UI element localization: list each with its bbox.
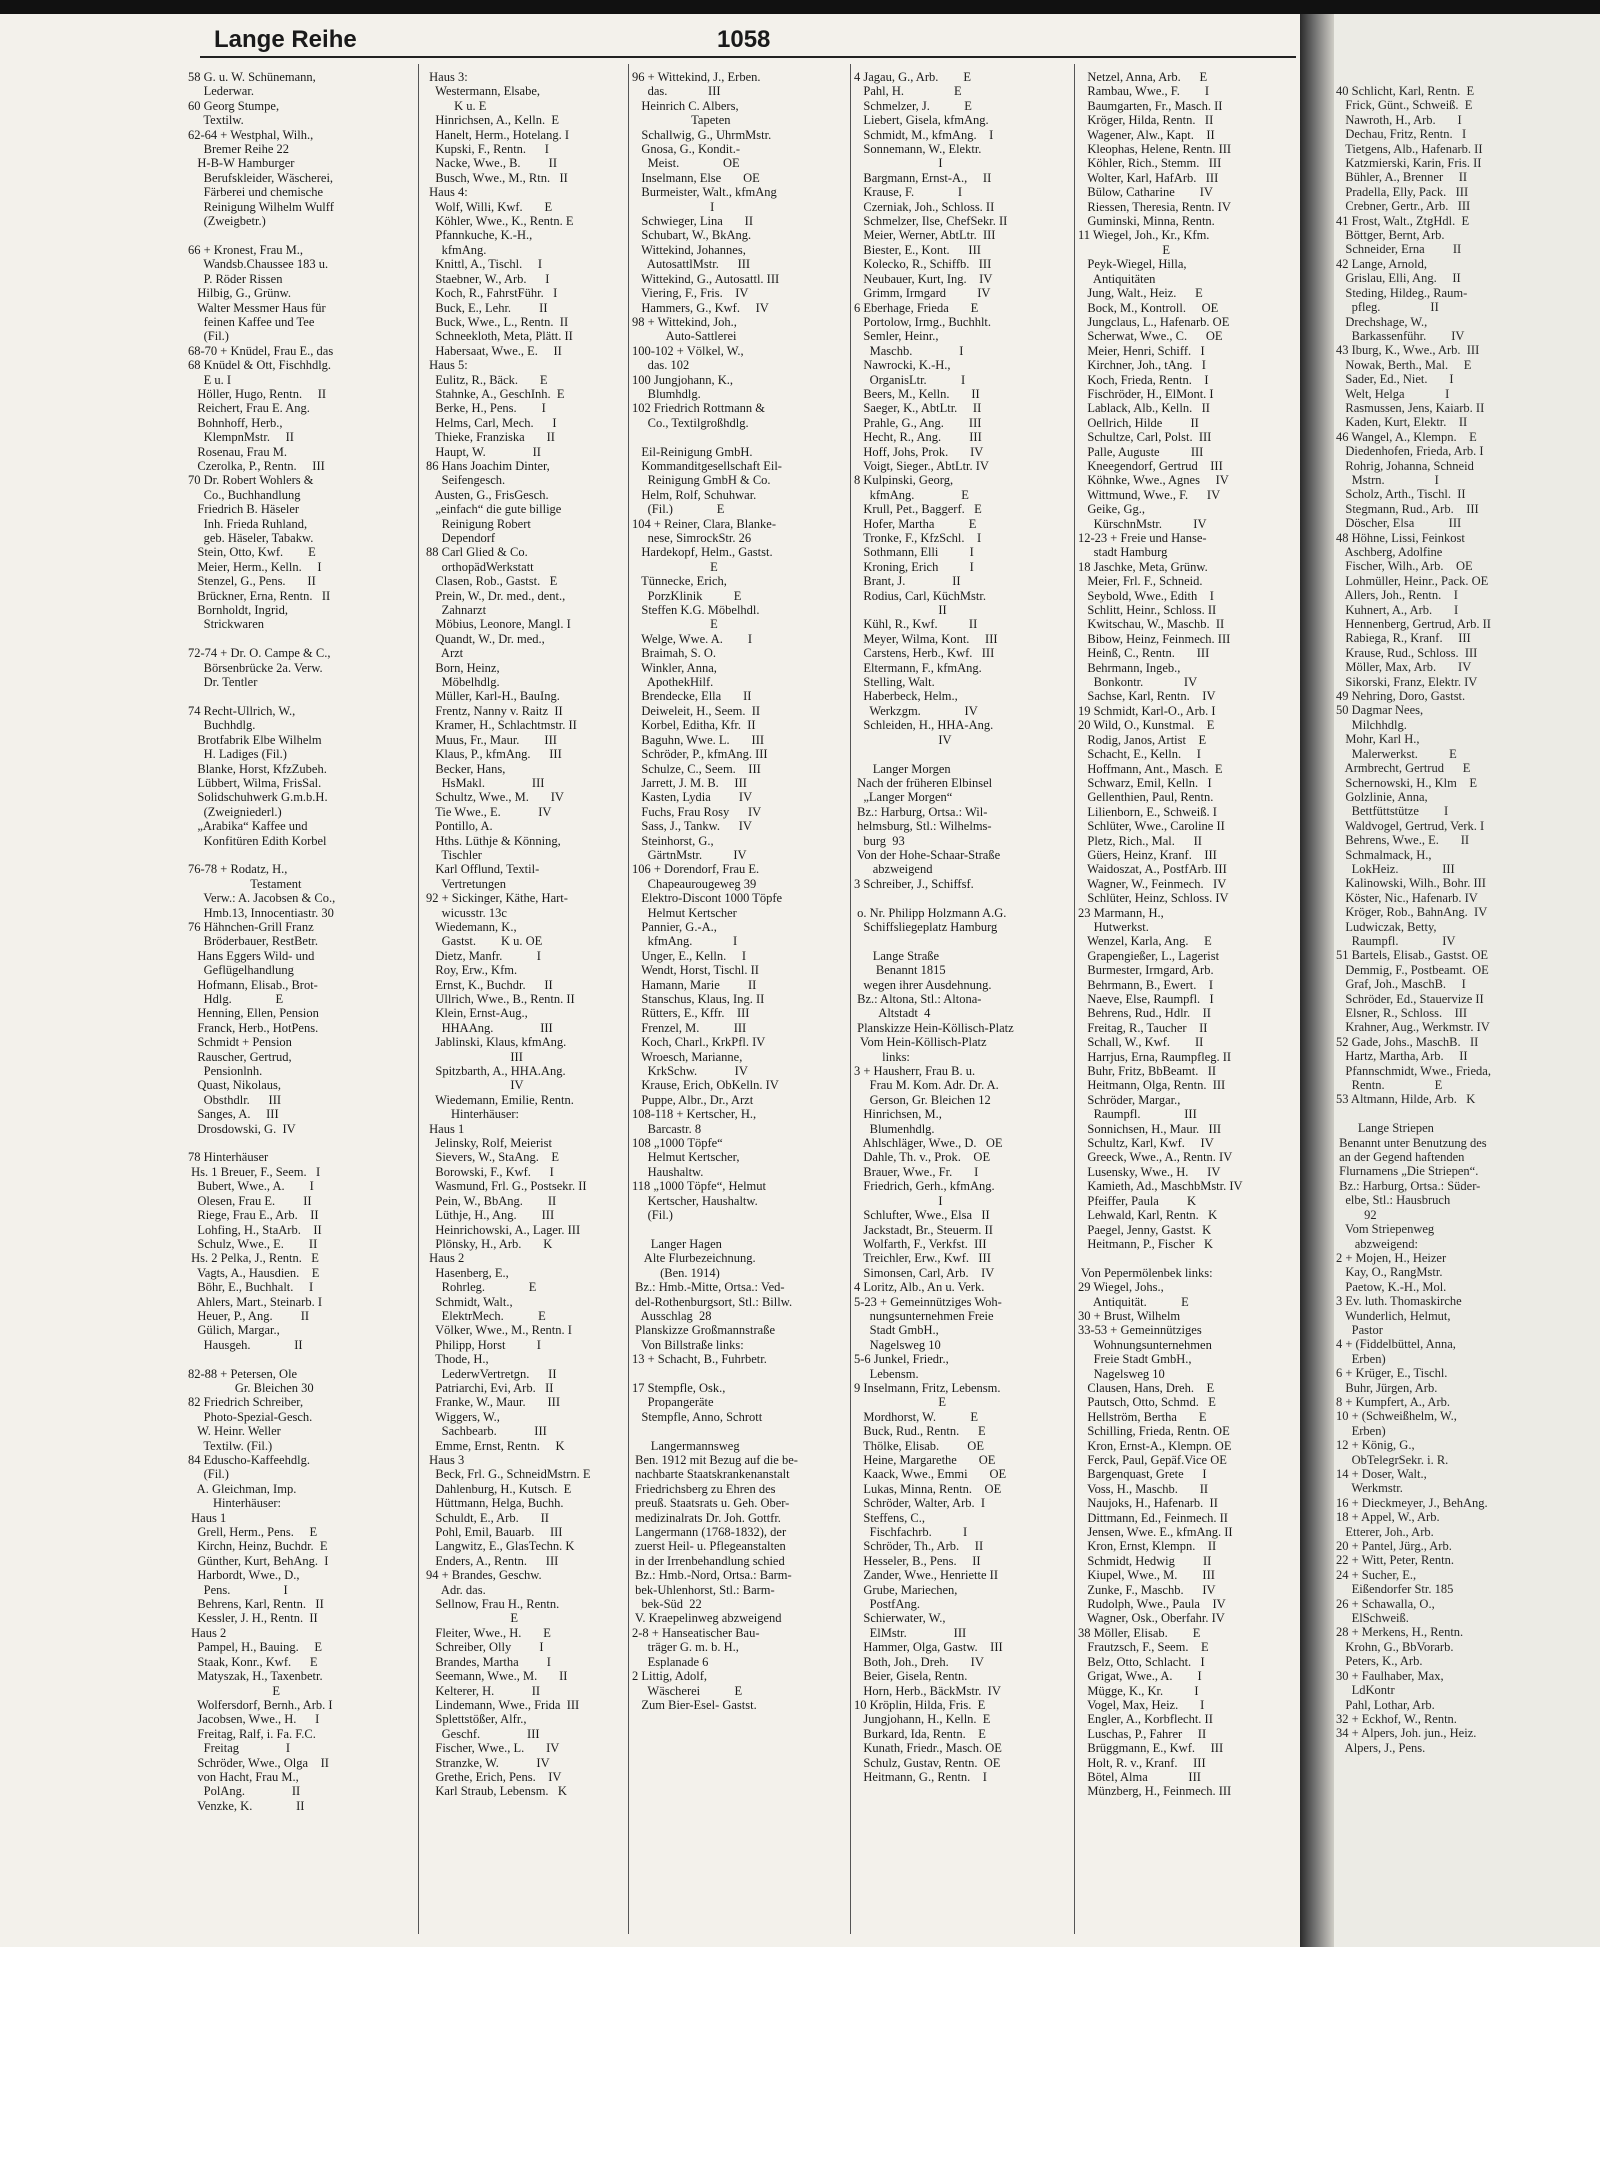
column-divider (418, 64, 419, 1934)
directory-column-4: 4 Jagau, G., Arb. E Pahl, H. E Schmelzer, J. E Liebert, Gisela, kfmAng. Schmidt, M., kfmAng. I Sonnemann, W., Elektr. I Bargmann, Ernst-A., II Krause, F. I Czerniak, Joh., Schloss. II Schmelzer, Ilse, ChefSekr. II Meier, Werner, AbtLtr. III Biester, E., Kont. III Kolecko, R., Schiffb. III Neubauer, Kurt, Ing. IV Grimm, Irmgard IV 6 Eberhage, Frieda E Portolow, Irmg., Buchhlt. Semler, Heinr., Maschb. I Nawrocki, K.-H., OrganisLtr. I Beers, M., Kelln. II Saeger, K., AbtLtr. II Prahle, G., Ang. III Hecht, R., Ang. III Hoff, Johs, Prok. IV Voigt, Sieger., AbtLtr. IV 8 Kulpinski, Georg, kfmAng. E Krull, Pet., Baggerf. E Hofer, Martha E Tronke, F., KfzSchl. I Sothmann, Elli I Kroning, Erich I Brant, J. II Rodius, Carl, KüchMstr. II Kühl, R., Kwf. II Meyer, Wilma, Kont. III Carstens, Herb., Kwf. III Eltermann, F., kfmAng. Stelling, Walt. Haberbeck, Helm., Werkzgm. IV Schleiden, H., HHA-Ang. IV Langer Morgen Nach der früheren Elbinsel „Langer Morgen“ Bz.: Harburg, Ortsa.: Wil- helmsburg, Stl.: Wilhelms- burg 93 Von der Hohe-Schaar-Straße abzweigend 3 Schreiber, J., Schiffsf. o. Nr. Philipp Holzmann A.G. Schiffsliegeplatz Hamburg Lange Straße Benannt 1815 wegen ihrer Ausdehnung. Bz.: Altona, Stl.: Altona- Altstadt 4 Planskizze Hein-Köllisch-Platz Vom Hein-Köllisch-Platz links: 3 + Hausherr, Frau B. u. Frau M. Kom. Adr. Dr. A. Gerson, Gr. Bleichen 12 Hinrichsen, M., Blumenhdlg. Ahlschläger, Wwe., D. OE Dahle, Th. v., Prok. OE Brauer, Wwe., Fr. I Friedrich, Gerh., kfmAng. I Schlufter, Wwe., Elsa II Jackstadt, Br., Steuerm. II Wolfarth, F., Verkfst. III Treichler, Erw., Kwf. III Simonsen, Carl, Arb. IV 4 Loritz, Alb., An u. Verk. 5-23 + Gemeinnütziges Woh- nungsunternehmen Freie Stadt GmbH., Nagelsweg 10 5-6 Junkel, Friedr., Lebensm. 9 Inselmann, Fritz, Lebensm. E Mordhorst, W. E Buck, Rud., Rentn. E Thölke, Elisab. OE Heine, Margarethe OE Kaack, Wwe., Emmi OE Lukas, Minna, Rentn. OE Schröder, Walter, Arb. I Steffens, C., Fischfachrb. I Schröder, Th., Arb. II Hesseler, B., Pens. II Zander, Wwe., Henriette II Grube, Mariechen, PostfAng. Schierwater, W., ElMstr. III Hammer, Olga, Gastw. III Both, Joh., Dreh. IV Beier, Gisela, Rentn. Horn, Herb., BäckMstr. IV 10 Kröplin, Hilda, Fris. E Jungjohann, H., Kelln. E Burkard, Ida, Rentn. E Kunath, Friedr., Masch. OE Schulz, Gustav, Rentn. OE Heitmann, G., Rentn. I (854, 70, 1014, 1784)
page-number: 1058 (717, 26, 771, 53)
header-rule (200, 56, 1296, 58)
scan-border-top (0, 0, 1600, 14)
column-divider (628, 64, 629, 1934)
directory-column-2: Haus 3: Westermann, Elsabe, K u. E Hinrichsen, A., Kelln. E Hanelt, Herm., Hotelang. I Kupski, F., Rentn. I Nacke, Wwe., B. II Busch, Wwe., M., Rtn. II Haus 4: Wolf, Willi, Kwf. E Köhler, Wwe., K., Rentn. E Pfannkuche, K.-H., kfmAng. Knittl, A., Tischl. I Staebner, W., Arb. I Koch, R., FahrstFühr. I Buck, E., Lehr. II Buck, Wwe., L., Rentn. II Schneekloth, Meta, Plätt. II Habersaat, Wwe., E. II Haus 5: Eulitz, R., Bäck. E Stahnke, A., GeschInh. E Berke, H., Pens. I Helms, Carl, Mech. I Thieke, Franziska II Haupt, W. II 86 Hans Joachim Dinter, Seifengesch. Austen, G., FrisGesch. „einfach“ die gute billige Reinigung Robert Dependorf 88 Carl Glied & Co. orthopädWerkstatt Clasen, Rob., Gastst. E Prein, W., Dr. med., dent., Zahnarzt Möbius, Leonore, Mangl. I Quandt, W., Dr. med., Arzt Born, Heinz, Möbelhdlg. Müller, Karl-H., BauIng. Frentz, Nanny v. Raitz II Kramer, H., Schlachtmstr. II Muus, Fr., Maur. III Klaus, P., kfmAng. III Becker, Hans, HsMakl. III Schultz, Wwe., M. IV Tie Wwe., E. IV Pontillo, A. Hths. Lüthje & Könning, Tischler Karl Offlund, Textil- Vertretungen 92 + Sickinger, Käthe, Hart- wicusstr. 13c Wiedemann, K., Gastst. K u. OE Dietz, Manfr. I Roy, Erw., Kfm. Ernst, K., Buchdr. II Ullrich, Wwe., B., Rentn. II Klein, Ernst-Aug., HHAAng. III Jablinski, Klaus, kfmAng. III Spitzbarth, A., HHA.Ang. IV Wiedemann, Emilie, Rentn. Hinterhäuser: Haus 1 Jelinsky, Rolf, Meierist Sievers, W., StaAng. E Borowski, F., Kwf. I Wasmund, Frl. G., Postsekr. II Pein, W., BbAng. II Lüthje, H., Ang. III Heinrichowski, A., Lager. III Plönsky, H., Arb. K Haus 2 Hasenberg, E., Rohrleg. E Schmidt, Walt., ElektrMech. E Völker, Wwe., M., Rentn. I Philipp, Horst I Thode, H., LederwVertretgn. II Patriarchi, Evi, Arb. II Franke, W., Maur. III Wiggers, W., Sachbearb. III Emme, Ernst, Rentn. K Haus 3 Beck, Frl. G., SchneidMstrn. E Dahlenburg, H., Kutsch. E Hüttmann, Helga, Buchh. Schuldt, E., Arb. II Pohl, Emil, Bauarb. III Langwitz, E., GlasTechn. K Enders, A., Rentn. III 94 + Brandes, Geschw. Adr. das. Sellnow, Frau H., Rentn. E Fleiter, Wwe., H. E Schreiber, Olly I Brandes, Martha I Seemann, Wwe., M. II Kelterer, H. II Lindemann, Wwe., Frida III Splettstößer, Alfr., Geschf. III Fischer, Wwe., L. IV Stranzke, W. IV Grethe, Erich, Pens. IV Karl Straub, Lebensm. K (426, 70, 591, 1799)
directory-column-3: 96 + Wittekind, J., Erben. das. III Heinrich C. Albers, Tapeten Schallwig, G., UhrmMstr. Gnosa, G., Kondit.- Meist. OE Inselmann, Else OE Burmeister, Walt., kfmAng I Schwieger, Lina II Schubart, W., BkAng. Wittekind, Johannes, AutosattlMstr. III Wittekind, G., Autosattl. III Viering, F., Fris. IV Hammers, G., Kwf. IV 98 + Wittekind, Joh., Auto-Sattlerei 100-102 + Völkel, W., das. 102 100 Jungjohann, K., Blumhdlg. 102 Friedrich Rottmann & Co., Textilgroßhdlg. Eil-Reinigung GmbH. Kommanditgesellschaft Eil- Reinigung GmbH & Co. Helm, Rolf, Schuhwar. (Fil.) E 104 + Reiner, Clara, Blanke- nese, SimrockStr. 26 Hardekopf, Helm., Gastst. E Tünnecke, Erich, PorzKlinik E Steffen K.G. Möbelhdl. E Welge, Wwe. A. I Braimah, S. O. Winkler, Anna, ApothekHilf. Brendecke, Ella II Deiweleit, H., Seem. II Korbel, Editha, Kfr. II Baguhn, Wwe. L. III Schröder, P., kfmAng. III Schulze, C., Seem. III Jarrett, J. M. B. III Kasten, Lydia IV Fuchs, Frau Rosy IV Sass, J., Tankw. IV Steinhorst, G., GärtnMstr. IV 106 + Dorendorf, Frau E. Chapeaurougeweg 39 Elektro-Discont 1000 Töpfe Helmut Kertscher Pannier, G.-A., kfmAng. I Unger, E., Kelln. I Wendt, Horst, Tischl. II Hamann, Marie II Stanschus, Klaus, Ing. II Rütters, E., Kffr. III Frenzel, M. III Koch, Charl., KrkPfl. IV Wroesch, Marianne, KrkSchw. IV Krause, Erich, ObKelln. IV Puppe, Albr., Dr., Arzt 108-118 + Kertscher, H., Barcastr. 8 108 „1000 Töpfe“ Helmut Kertscher, Haushaltw. 118 „1000 Töpfe“, Helmut Kertscher, Haushaltw. (Fil.) Langer Hagen Alte Flurbezeichnung. (Ben. 1914) Bz.: Hmb.-Mitte, Ortsa.: Ved- del-Rothenburgsort, Stl.: Billw. Ausschlag 28 Planskizze Großmannstraße Von Billstraße links: 13 + Schacht, B., Fuhrbetr. 17 Stempfle, Osk., Propangeräte Stempfle, Anno, Schrott Langermannsweg Ben. 1912 mit Bezug auf die be- nachbarte Staatskrankenanstalt Friedrichsberg zu Ehren des preuß. Staatsrats u. Geh. Ober- medizinalrats Dr. Joh. Gottfr. Langermann (1768-1832), der zuerst Heil- u. Pflegeanstalten in der Irrenbehandlung schied Bz.: Hmb.-Nord, Ortsa.: Barm- bek-Uhlenhorst, Stl.: Barm- bek-Süd 22 V. Kraepelinweg abzweigend 2-8 + Hanseatischer Bau- träger G. m. b. H., Esplanade 6 2 Littig, Adolf, Wäscherei E Zum Bier-Esel- Gastst. (632, 70, 798, 1712)
running-head: Lange Reihe (214, 26, 357, 53)
scan-margin-bottom (0, 1947, 1600, 2177)
column-divider (1074, 64, 1075, 1934)
directory-column-5: Netzel, Anna, Arb. E Rambau, Wwe., F. I Baumgarten, Fr., Masch. II Kröger, Hilda, Rentn. II Wagener, Alw., Kapt. II Kleophas, Helene, Rentn. III Köhler, Rich., Stemm. III Wolter, Karl, HafArb. III Bülow, Catharine IV Riessen, Theresia, Rentn. IV Guminski, Minna, Rentn. 11 Wiegel, Joh., Kr., Kfm. E Peyk-Wiegel, Hilla, Antiquitäten Jung, Walt., Heiz. E Bock, M., Kontroll. OE Jungclaus, L., Hafenarb. OE Scherwat, Wwe., C. OE Meier, Henri, Schiff. I Kirchner, Joh., tAng. I Koch, Frieda, Rentn. I Fischröder, H., ElMont. I Lablack, Alb., Kelln. II Oellrich, Hilde II Schultze, Carl, Polst. III Palle, Auguste III Kneegendorf, Gertrud III Köhnke, Wwe., Agnes IV Wittmund, Wwe., F. IV Geike, Gg., KürschnMstr. IV 12-23 + Freie und Hanse- stadt Hamburg 18 Jaschke, Meta, Grünw. Meier, Frl. F., Schneid. Seybold, Wwe., Edith I Schlitt, Heinr., Schloss. II Kwitschau, W., Maschb. II Bibow, Heinz, Feinmech. III Heinß, C., Rentn. III Behrmann, Ingeb., Bonkontr. IV Sachse, Karl, Rentn. IV 19 Schmidt, Karl-O., Arb. I 20 Wild, O., Kunstmal. E Rodig, Janos, Artist E Schacht, E., Kelln. I Hoffmann, Ant., Masch. E Schwarz, Emil, Kelln. I Gellenthien, Paul, Rentn. Lilienborn, E., Schweiß. I Schlüter, Wwe., Caroline II Pletz, Rich., Mal. II Güers, Heinz, Kranf. III Waidoszat, A., PostfArb. III Wagner, W., Feinmech. IV Schlüter, Heinz, Schloss. IV 23 Marmann, H., Hutwerkst. Wenzel, Karla, Ang. E Grapengießer, L., Lagerist Burmester, Irmgard, Arb. Behrmann, B., Ewert. I Naeve, Else, Raumpfl. I Behrens, Rud., Hdlr. II Freitag, R., Taucher II Schall, W., Kwf. II Harrjus, Erna, Raumpfleg. II Buhr, Fritz, BbBeamt. II Heitmann, Olga, Rentn. III Schröder, Margar., Raumpfl. III Sonnichsen, H., Maur. III Schultz, Karl, Kwf. IV Greeck, Wwe., A., Rentn. IV Lusensky, Wwe., H. IV Kamieth, Ad., MaschbMstr. IV Pfeiffer, Paula K Lehwald, Karl, Rentn. K Paegel, Jenny, Gastst. K Heitmann, P., Fischer K Von Pepermölenbek links: 29 Wiegel, Johs., Antiquität. E 30 + Brust, Wilhelm 33-53 + Gemeinnütziges Wohnungsunternehmen Freie Stadt GmbH., Nagelsweg 10 Clausen, Hans, Dreh. E Pautsch, Otto, Schmd. E Hellström, Bertha E Schilling, Frieda, Rentn. OE Kron, Ernst-A., Klempn. OE Ferck, Paul, Gepäf.Vice OE Bargenquast, Grete I Voss, H., Maschb. II Naujoks, H., Hafenarb. II Dittmann, Ed., Feinmech. II Jensen, Wwe. E., kfmAng. II Kron, Ernst, Klempn. II Schmidt, Hedwig II Kiupel, Wwe., M. III Zunke, F., Maschb. IV Rudolph, Wwe., Paula IV Wagner, Osk., Oberfahr. IV 38 Möller, Elisab. E Frautzsch, F., Seem. E Belz, Otto, Schlacht. I Grigat, Wwe., A. I Mügge, K., Kr. I Vogel, Max, Heiz. I Engler, A., Korbflecht. II Luschas, P., Fahrer II Brüggmann, E., Kwf. III Holt, R. v., Kranf. III Bötel, Alma III Münzberg, H., Feinmech. III (1078, 70, 1243, 1799)
book-gutter (1300, 14, 1334, 1947)
directory-column-1: 58 G. u. W. Schünemann, Lederwar. 60 Georg Stumpe, Textilw. 62-64 + Westphal, Wilh., Bremer Reihe 22 H-B-W Hamburger Berufskleider, Wäscherei, Färberei und chemische Reinigung Wilhelm Wulff (Zweigbetr.) 66 + Kronest, Frau M., Wandsb.Chaussee 183 u. P. Röder Rissen Hilbig, G., Grünw. Walter Messmer Haus für feinen Kaffee und Tee (Fil.) 68-70 + Knüdel, Frau E., das 68 Knüdel & Ott, Fischhdlg. E u. I Höller, Hugo, Rentn. II Reichert, Frau E. Ang. Bohnhoff, Herb., KlempnMstr. II Rosenau, Frau M. Czerolka, P., Rentn. III 70 Dr. Robert Wohlers & Co., Buchhandlung Friedrich B. Häseler Inh. Frieda Ruhland, geb. Häseler, Tabakw. Stein, Otto, Kwf. E Meier, Herm., Kelln. I Stenzel, G., Pens. II Brückner, Erna, Rentn. II Bornholdt, Ingrid, Strickwaren 72-74 + Dr. O. Campe & C., Börsenbrücke 2a. Verw. Dr. Tentler 74 Recht-Ullrich, W., Buchhdlg. Brotfabrik Elbe Wilhelm H. Ladiges (Fil.) Blanke, Horst, KfzZubeh. Lübbert, Wilma, FrisSal. Solidschuhwerk G.m.b.H. (Zweigniederl.) „Arabika“ Kaffee und Konfitüren Edith Korbel 76-78 + Rodatz, H., Testament Verw.: A. Jacobsen & Co., Hmb.13, Innocentiastr. 30 76 Hähnchen-Grill Franz Bröderbauer, RestBetr. Hans Eggers Wild- und Geflügelhandlung Hofmann, Elisab., Brot- Hdlg. E Henning, Ellen, Pension Franck, Herb., HotPens. Schmidt + Pension Rauscher, Gertrud, Pensionlnh. Quast, Nikolaus, Obsthdlr. III Sanges, A. III Drosdowski, G. IV 78 Hinterhäuser Hs. 1 Breuer, F., Seem. I Bubert, Wwe., A. I Olesen, Frau E. II Riege, Frau E., Arb. II Lohfing, H., StaArb. II Schulz, Wwe., E. II Hs. 2 Pelka, J., Rentn. E Vagts, A., Hausdien. E Böhr, E., Buchhalt. I Ahlers, Mart., Steinarb. I Heuer, P., Ang. II Gülich, Margar., Hausgeh. II 82-88 + Petersen, Ole Gr. Bleichen 30 82 Friedrich Schreiber, Photo-Spezial-Gesch. W. Heinr. Weller Textilw. (Fil.) 84 Eduscho-Kaffeehdlg. (Fil.) A. Gleichman, Imp. Hinterhäuser: Haus 1 Grell, Herm., Pens. E Kirchn, Heinz, Buchdr. E Günther, Kurt, BehAng. I Harbordt, Wwe., D., Pens. I Behrens, Karl, Rentn. II Kessler, J. H., Rentn. II Haus 2 Pampel, H., Bauing. E Staak, Konr., Kwf. E Matyszak, H., Taxenbetr. E Wolfersdorf, Bernh., Arb. I Jacobsen, Wwe., H. I Freitag, Ralf, i. Fa. F.C. Freitag I Schröder, Wwe., Olga II von Hacht, Frau M., PolAng. II Venzke, K. II (188, 70, 336, 1813)
facing-page-column: 40 Schlicht, Karl, Rentn. E Frick, Günt., Schweiß. E Nawroth, H., Arb. I Dechau, Fritz, Rentn. I Tietgens, Alb., Hafenarb. II Katzmierski, Karin, Fris. II Bühler, A., Brenner II Pradella, Elly, Pack. III Crebner, Gertr., Arb. III 41 Frost, Walt., ZtgHdl. E Böttger, Bernt, Arb. Schneider, Erna II 42 Lange, Arnold, Grislau, Elli, Ang. II Steding, Hildeg., Raum- pfleg. II Drechshage, W., Barkassenführ. IV 43 Iburg, K., Wwe., Arb. III Nowak, Berth., Mal. E Sader, Ed., Niet. I Welt, Helga I Rasmussen, Jens, Kaiarb. II Kaden, Kurt, Elektr. II 46 Wangel, A., Klempn. E Diedenhofen, Frieda, Arb. I Rohrig, Johanna, Schneid Mstrn. I Scholz, Arth., Tischl. II Stegmann, Rud., Arb. III Döscher, Elsa III 48 Höhne, Lissi, Feinkost Aschberg, Adolfine Fischer, Wilh., Arb. OE Lohmüller, Heinr., Pack. OE Allers, Joh., Rentn. I Kuhnert, A., Arb. I Hennenberg, Gertrud, Arb. II Rabiega, R., Kranf. III Krause, Rud., Schloss. III Möller, Max, Arb. IV Sikorski, Franz, Elektr. IV 49 Nehring, Doro, Gastst. 50 Dagmar Nees, Milchhdlg. Mohr, Karl H., Malerwerkst. E Armbrecht, Gertrud E Schernowski, H., Klm E Golzlinie, Anna, Bettfüttstütze I Waldvogel, Gertrud, Verk. I Behrens, Wwe., E. II Schmalmack, H., LokHeiz. III Kalinowski, Wilh., Bohr. III Köster, Nic., Hafenarb. IV Kröger, Rob., BahnAng. IV Ludwiczak, Betty, Raumpfl. IV 51 Bartels, Elisab., Gastst. OE Demmig, F., Postbeamt. OE Graf, Joh., MaschB. I Schröder, Ed., Stauervize II Elsner, R., Schloss. III Krahner, Aug., Werkmstr. IV 52 Gade, Johs., MaschB. II Hartz, Martha, Arb. II Pfannschmidt, Wwe., Frieda, Rentn. E 53 Altmann, Hilde, Arb. K Lange Striepen Benannt unter Benutzung des an der Gegend haftenden Flurnamens „Die Striepen“. Bz.: Harburg, Ortsa.: Süder- elbe, Stl.: Hausbruch 92 Vom Striepenweg abzweigend: 2 + Mojen, H., Heizer Kay, O., RangMstr. Paetow, K.-H., Mol. 3 Ev. luth. Thomaskirche Wunderlich, Helmut, Pastor 4 + (Fiddelbüttel, Anna, Erben) 6 + Krüger, E., Tischl. Buhr, Jürgen, Arb. 8 + Kumpfert, A., Arb. 10 + (Schweißhelm, W., Erben) 12 + König, G., ObTelegrSekr. i. R. 14 + Doser, Walt., Werkmstr. 16 + Dieckmeyer, J., BehAng. 18 + Appel, W., Arb. Etterer, Joh., Arb. 20 + Pantel, Jürg., Arb. 22 + Witt, Peter, Rentn. 24 + Sucher, E., Eißendorfer Str. 185 26 + Schawalla, O., ElSchweiß. 28 + Merkens, H., Rentn. Krohn, G., BbVorarb. Peters, K., Arb. 30 + Faulhaber, Max, LdKontr Pahl, Lothar, Arb. 32 + Eckhof, W., Rentn. 34 + Alpers, Joh. jun., Heiz. Alpers, J., Pens. (1336, 84, 1491, 1755)
